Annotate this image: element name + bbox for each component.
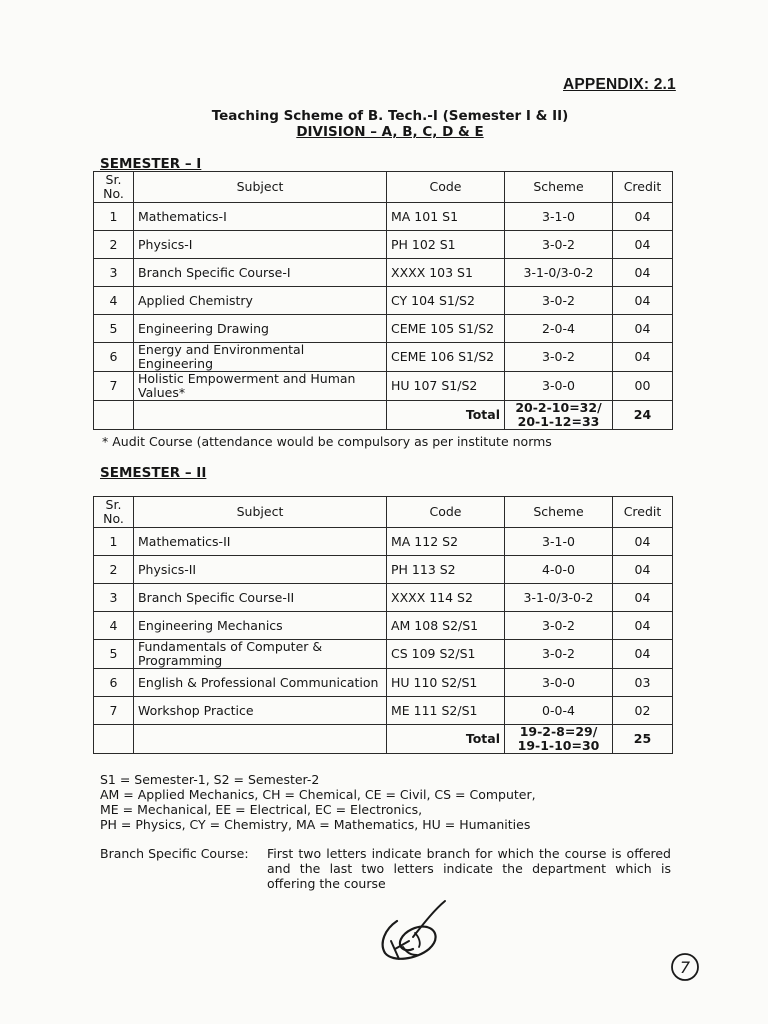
total-credit: 24: [613, 401, 673, 430]
total-scheme-line-2: 20-1-12=33: [517, 414, 600, 429]
cell-credit: 04: [613, 640, 673, 669]
legend-line-2: AM = Applied Mechanics, CH = Chemical, CE = Civil, CS = Computer,: [100, 787, 536, 802]
total-scheme: [505, 401, 613, 430]
audit-footnote: * Audit Course (attendance would be compulsory as per institute norms: [102, 434, 552, 449]
total-row: [94, 725, 673, 754]
table-row: [94, 315, 673, 343]
cell-sr: 4: [94, 287, 134, 315]
cell-credit: 02: [613, 697, 673, 725]
total-scheme-line-2: 19-1-10=30: [517, 738, 600, 753]
cell-scheme: 3-0-2: [505, 231, 613, 259]
cell-subject: Engineering Mechanics: [134, 612, 387, 640]
cell-subject: Mathematics-I: [134, 203, 387, 231]
legend-line-3: ME = Mechanical, EE = Electrical, EC = Electronics,: [100, 802, 423, 817]
header-code: Code: [387, 497, 505, 528]
cell-subject: Branch Specific Course-I: [134, 259, 387, 287]
cell-scheme: 3-0-0: [505, 372, 613, 401]
semester-1-label: SEMESTER – I: [100, 156, 202, 172]
cell-empty: [134, 401, 387, 430]
signature-icon: [375, 897, 450, 971]
cell-code: CS 109 S2/S1: [387, 640, 505, 669]
table-row: [94, 287, 673, 315]
table-row: [94, 231, 673, 259]
cell-sr: 4: [94, 612, 134, 640]
cell-sr: 1: [94, 528, 134, 556]
cell-scheme: 3-1-0: [505, 528, 613, 556]
cell-scheme: 3-1-0/3-0-2: [505, 259, 613, 287]
cell-scheme: 3-0-2: [505, 612, 613, 640]
cell-credit: 04: [613, 343, 673, 372]
cell-scheme: 0-0-4: [505, 697, 613, 725]
cell-subject: Energy and Environmental Engineering: [134, 343, 387, 372]
table-row: [94, 372, 673, 401]
cell-code: ME 111 S2/S1: [387, 697, 505, 725]
cell-subject: Physics-I: [134, 231, 387, 259]
cell-subject: Holistic Empowerment and Human Values*: [134, 372, 387, 401]
total-scheme-line-1: 20-2-10=32/: [515, 400, 602, 415]
cell-credit: 04: [613, 315, 673, 343]
table-header-row: [94, 497, 673, 528]
cell-subject: English & Professional Communication: [134, 669, 387, 697]
semester-1-table: [93, 171, 673, 430]
table-row: [94, 556, 673, 584]
header-sr: Sr. No.: [94, 497, 134, 528]
cell-credit: 04: [613, 259, 673, 287]
semester-2-table: [93, 496, 673, 754]
cell-scheme: 3-0-2: [505, 287, 613, 315]
header-subject: Subject: [134, 172, 387, 203]
cell-credit: 04: [613, 231, 673, 259]
cell-scheme: 3-0-2: [505, 640, 613, 669]
cell-sr: 7: [94, 372, 134, 401]
cell-scheme: 4-0-0: [505, 556, 613, 584]
cell-scheme: 3-0-2: [505, 343, 613, 372]
cell-sr: 7: [94, 697, 134, 725]
table-row: [94, 697, 673, 725]
cell-sr: 5: [94, 315, 134, 343]
semester-2-label: SEMESTER – II: [100, 465, 207, 481]
branch-note-label: Branch Specific Course:: [100, 846, 249, 861]
cell-code: PH 113 S2: [387, 556, 505, 584]
cell-scheme: 2-0-4: [505, 315, 613, 343]
header-credit: Credit: [613, 497, 673, 528]
division-title: DIVISION – A, B, C, D & E: [296, 124, 484, 140]
cell-code: HU 110 S2/S1: [387, 669, 505, 697]
header-sr: Sr. No.: [94, 172, 134, 203]
cell-code: AM 108 S2/S1: [387, 612, 505, 640]
table-header-row: [94, 172, 673, 203]
page-number: 7: [679, 958, 691, 977]
branch-note-text: First two letters indicate branch for which the course is offered and the last two letters indicate the department which is offering the course: [267, 846, 671, 891]
cell-subject: Mathematics-II: [134, 528, 387, 556]
cell-credit: 04: [613, 528, 673, 556]
cell-scheme: 3-1-0/3-0-2: [505, 584, 613, 612]
cell-sr: 6: [94, 669, 134, 697]
cell-credit: 04: [613, 584, 673, 612]
total-label: Total: [387, 725, 505, 754]
cell-sr: 3: [94, 259, 134, 287]
cell-empty: [94, 401, 134, 430]
cell-code: XXXX 103 S1: [387, 259, 505, 287]
cell-subject: Physics-II: [134, 556, 387, 584]
cell-credit: 04: [613, 612, 673, 640]
legend-line-1: S1 = Semester-1, S2 = Semester-2: [100, 772, 320, 787]
cell-credit: 04: [613, 203, 673, 231]
cell-sr: 2: [94, 231, 134, 259]
cell-sr: 3: [94, 584, 134, 612]
total-scheme-line-1: 19-2-8=29/: [519, 724, 598, 739]
cell-sr: 2: [94, 556, 134, 584]
cell-empty: [94, 725, 134, 754]
cell-sr: 6: [94, 343, 134, 372]
document-title: Teaching Scheme of B. Tech.-I (Semester I & II): [211, 108, 569, 124]
cell-sr: 5: [94, 640, 134, 669]
cell-credit: 04: [613, 556, 673, 584]
header-credit: Credit: [613, 172, 673, 203]
total-label: Total: [387, 401, 505, 430]
total-credit: 25: [613, 725, 673, 754]
cell-credit: 00: [613, 372, 673, 401]
table-row: [94, 528, 673, 556]
cell-scheme: 3-0-0: [505, 669, 613, 697]
total-row: [94, 401, 673, 430]
cell-code: MA 101 S1: [387, 203, 505, 231]
cell-scheme: 3-1-0: [505, 203, 613, 231]
table-row: [94, 203, 673, 231]
header-code: Code: [387, 172, 505, 203]
legend-line-4: PH = Physics, CY = Chemistry, MA = Mathematics, HU = Humanities: [100, 817, 531, 832]
cell-code: CEME 106 S1/S2: [387, 343, 505, 372]
table-row: [94, 259, 673, 287]
header-scheme: Scheme: [505, 497, 613, 528]
cell-code: XXXX 114 S2: [387, 584, 505, 612]
cell-code: PH 102 S1: [387, 231, 505, 259]
appendix-label: APPENDIX: 2.1: [563, 76, 676, 93]
table-row: [94, 669, 673, 697]
cell-subject: Branch Specific Course-II: [134, 584, 387, 612]
table-row: [94, 640, 673, 669]
table-row: [94, 584, 673, 612]
cell-code: HU 107 S1/S2: [387, 372, 505, 401]
table-row: [94, 612, 673, 640]
cell-sr: 1: [94, 203, 134, 231]
cell-subject: Workshop Practice: [134, 697, 387, 725]
cell-code: MA 112 S2: [387, 528, 505, 556]
cell-credit: 03: [613, 669, 673, 697]
cell-empty: [134, 725, 387, 754]
cell-subject: Applied Chemistry: [134, 287, 387, 315]
cell-credit: 04: [613, 287, 673, 315]
cell-subject: Fundamentals of Computer & Programming: [134, 640, 387, 669]
cell-code: CY 104 S1/S2: [387, 287, 505, 315]
header-scheme: Scheme: [505, 172, 613, 203]
cell-subject: Engineering Drawing: [134, 315, 387, 343]
page-number-stamp: [668, 950, 702, 988]
table-row: [94, 343, 673, 372]
header-subject: Subject: [134, 497, 387, 528]
cell-code: CEME 105 S1/S2: [387, 315, 505, 343]
total-scheme: [505, 725, 613, 754]
